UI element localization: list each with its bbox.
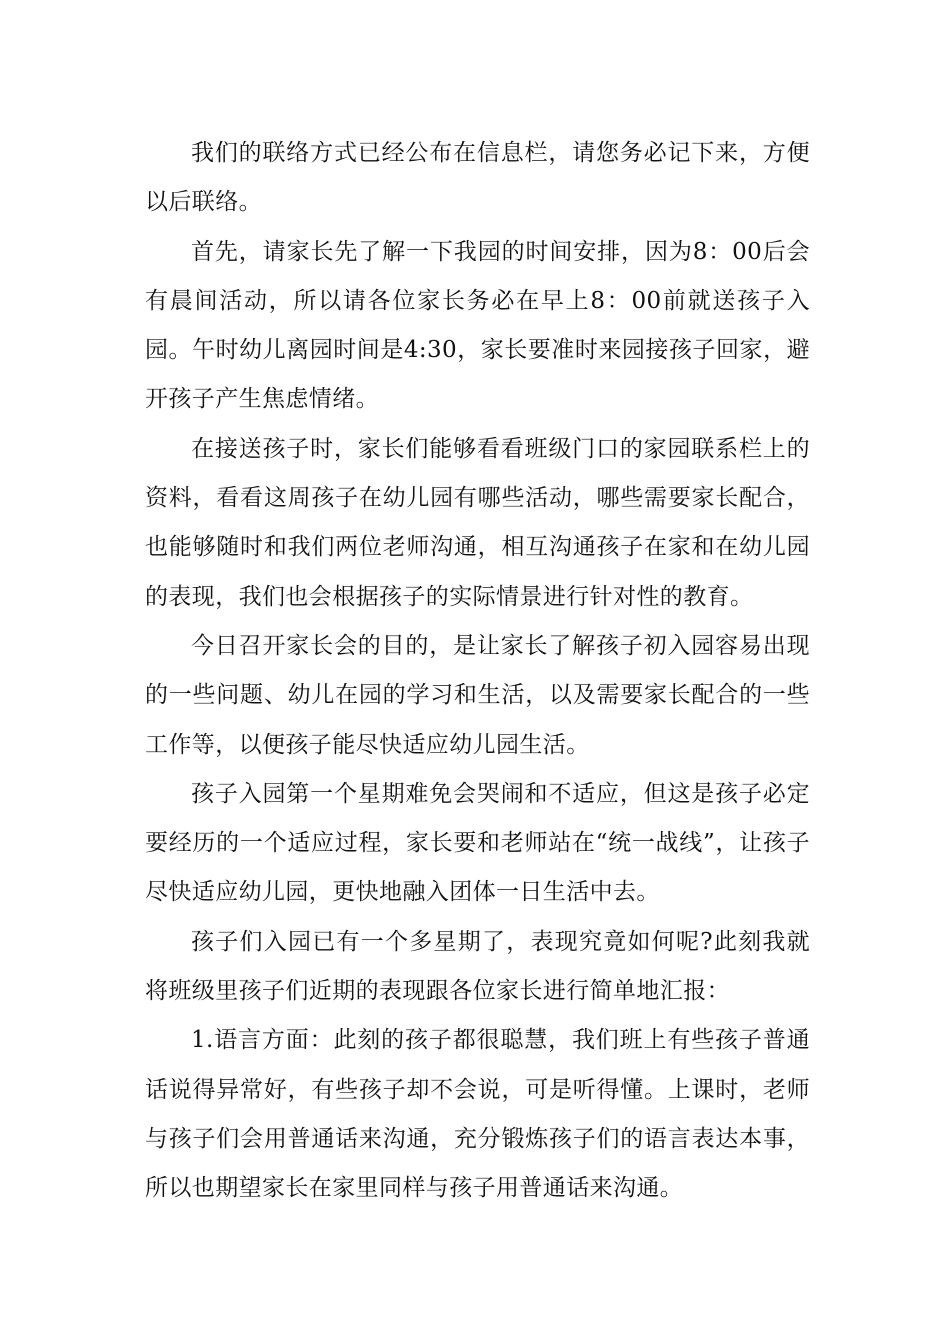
paragraph-contact: 我们的联络方式已经公布在信息栏，请您务必记下来，方便以后联络。 (145, 140, 810, 216)
paragraph-schedule: 首先，请家长先了解一下我园的时间安排，因为8：00后会有晨间活动，所以请各位家长务必在早上8：00前就送孩子入园。午时幼儿离园时间是4:30，家长要准时来园接孩子回家，避开孩子产生焦虑情绪。 (145, 238, 810, 413)
document-body (145, 129, 810, 1214)
paragraph-language: 1.语言方面：此刻的孩子都很聪慧，我们班上有些孩子普通话说得异常好，有些孩子却不会说，可是听得懂。上课时，老师与孩子们会用普通话来沟通，充分锻炼孩子们的语言表达本事，所以也期望家长在家里同样与孩子用普通话来沟通。 (145, 1027, 810, 1202)
paragraph-pickup-communication: 在接送孩子时，家长们能够看看班级门口的家园联系栏上的资料，看看这周孩子在幼儿园有哪些活动，哪些需要家长配合，也能够随时和我们两位老师沟通，相互沟通孩子在家和在幼儿园的表现，我们也会根据孩子的实际情景进行针对性的教育。 (145, 435, 810, 610)
paragraph-meeting-purpose: 今日召开家长会的目的，是让家长了解孩子初入园容易出现的一些问题、幼儿在园的学习和生活，以及需要家长配合的一些工作等，以便孩子能尽快适应幼儿园生活。 (145, 632, 810, 758)
paragraph-report-intro: 孩子们入园已有一个多星期了，表现究竟如何呢?此刻我就将班级里孩子们近期的表现跟各位家长进行简单地汇报： (145, 928, 810, 1005)
paragraph-adaptation: 孩子入园第一个星期难免会哭闹和不适应，但这是孩子必定要经历的一个适应过程，家长要和老师站在“统一战线”，让孩子尽快适应幼儿园，更快地融入团体一日生活中去。 (145, 780, 810, 906)
